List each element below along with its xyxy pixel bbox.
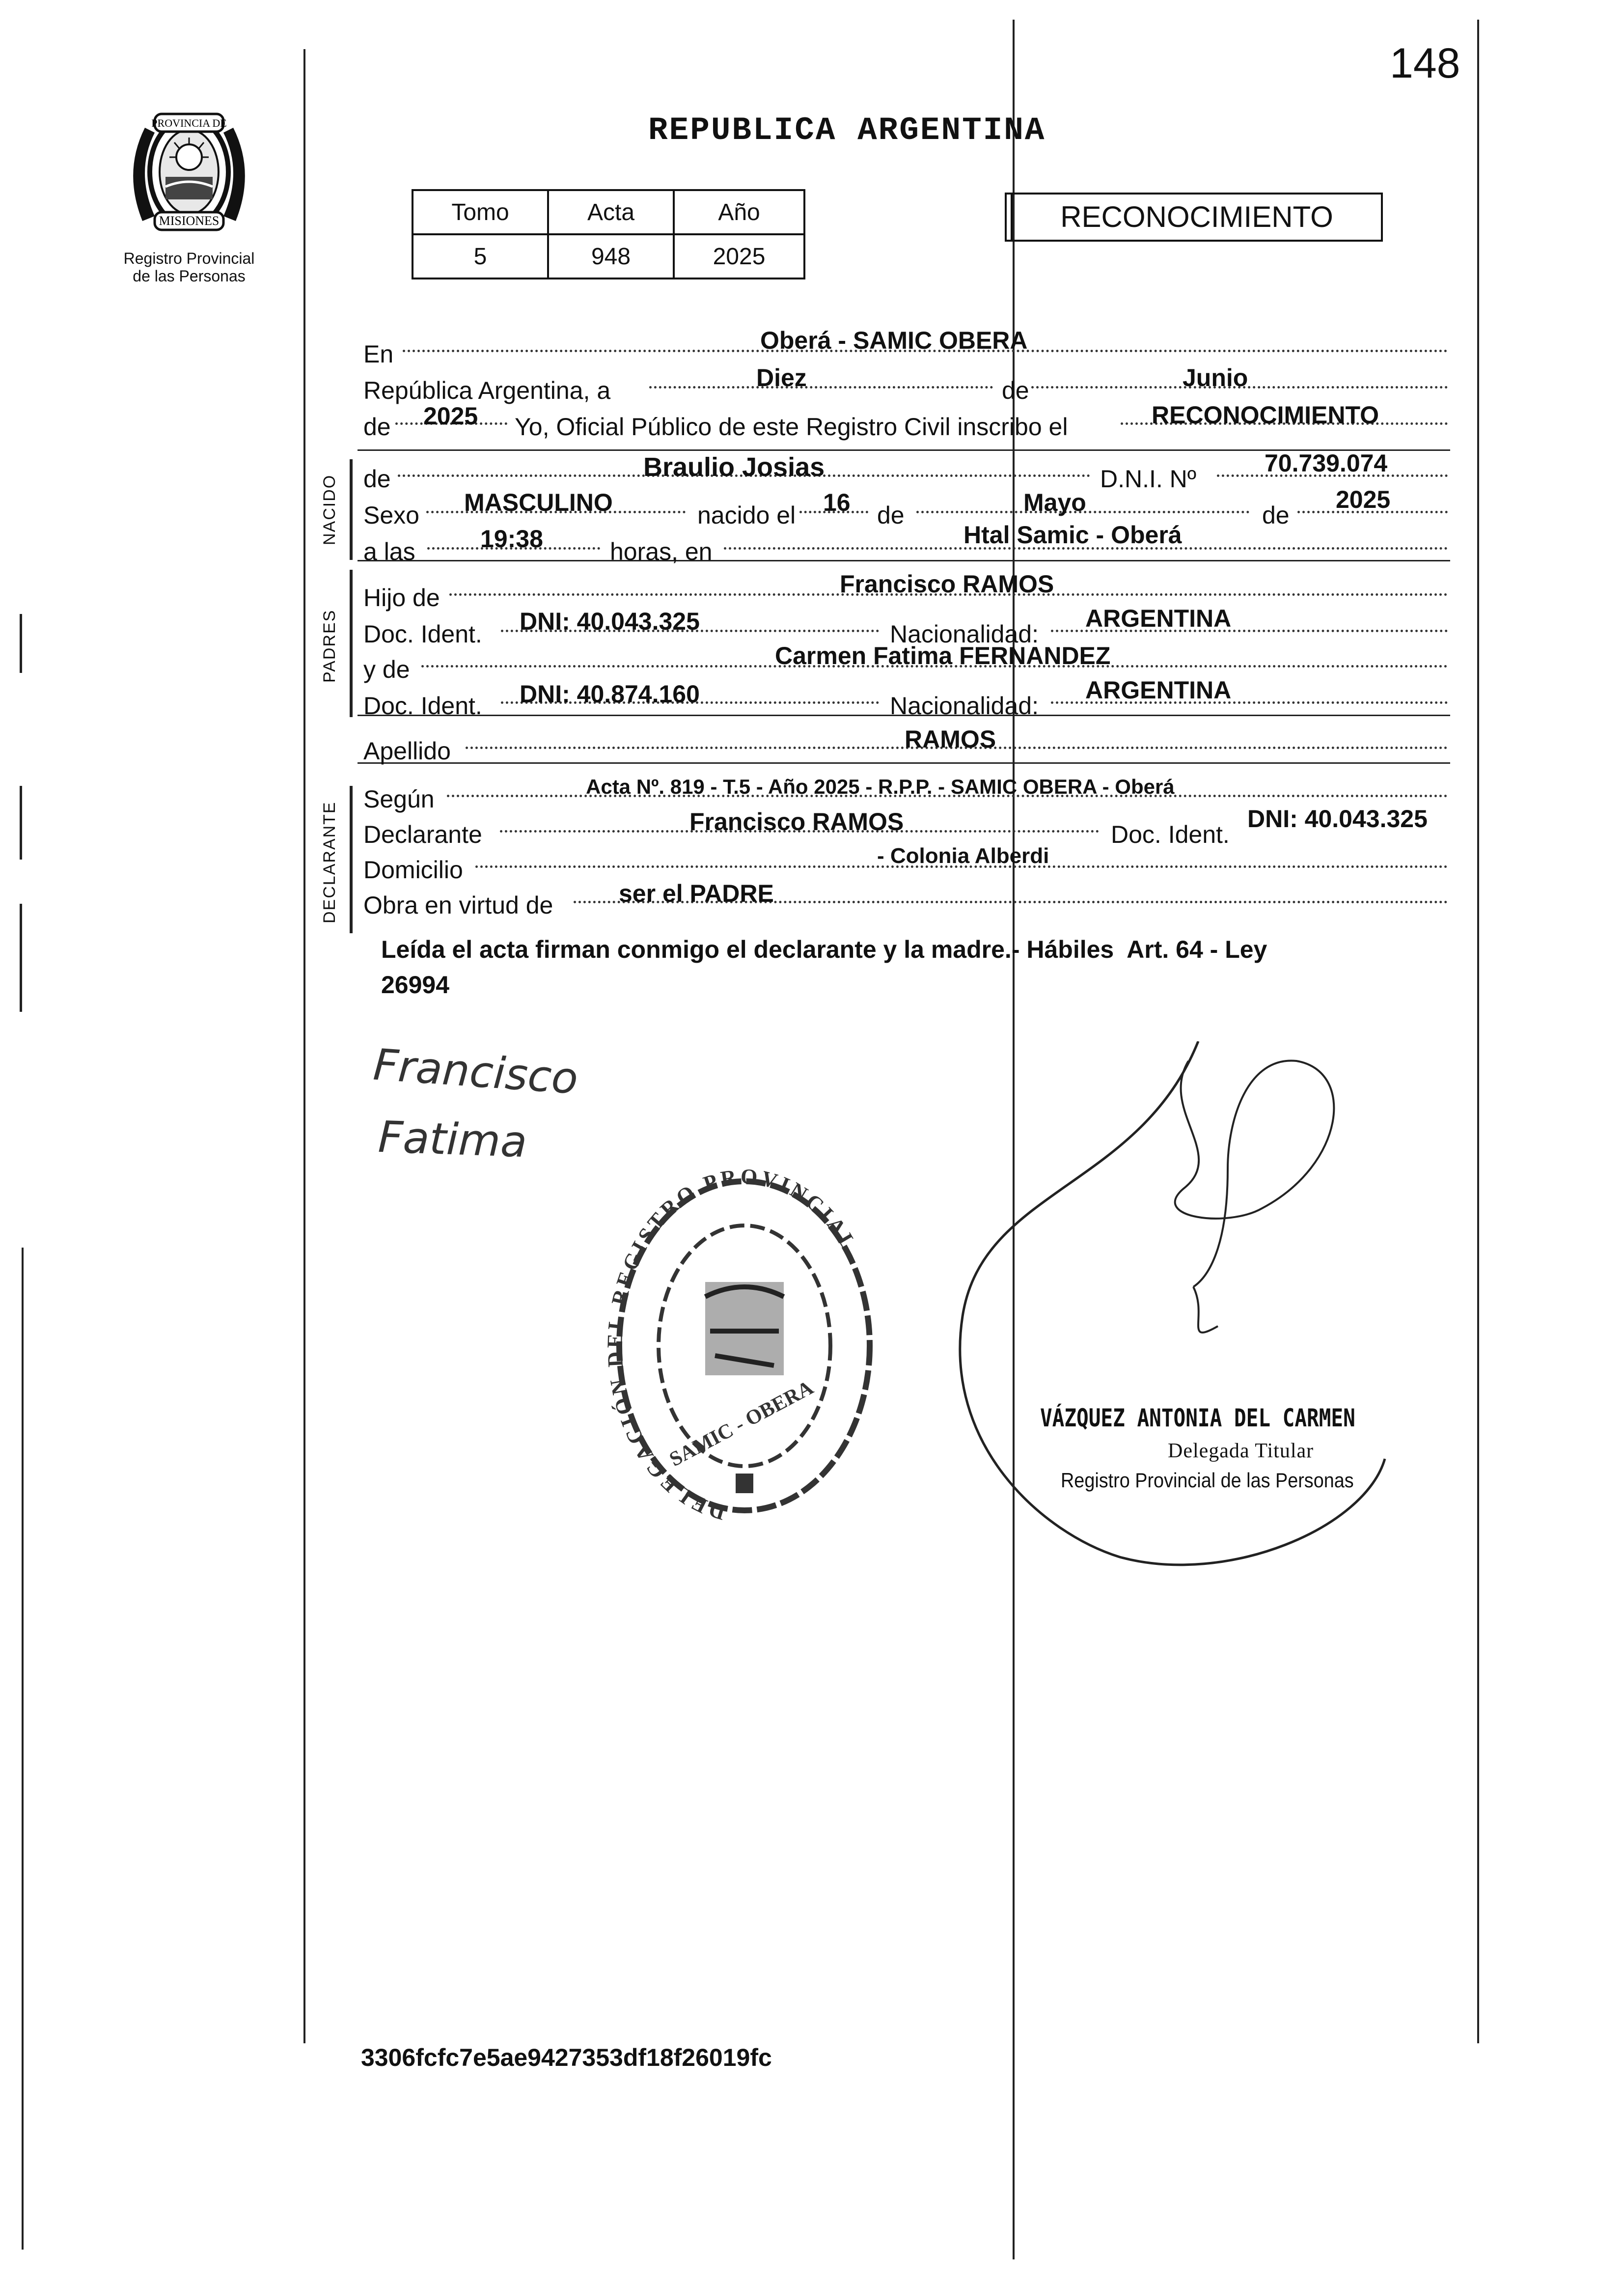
record-table: [412, 189, 805, 279]
logo-top-text: PROVINCIA DE: [151, 117, 227, 129]
declarante-section-label: DECLARANTE: [320, 801, 339, 923]
nacido-dia-value: 16: [823, 489, 851, 516]
page-number: 148: [1390, 40, 1460, 87]
oficial-text: Yo, Oficial Público de este Registro Civil inscribo el: [515, 413, 1068, 441]
logo-bottom-text: MISIONES: [159, 214, 220, 228]
declarante-label: Declarante: [363, 821, 482, 848]
nacido-section-label: NACIDO: [320, 474, 339, 545]
madre-doc-value: DNI: 40.874.160: [520, 680, 700, 708]
province-logo: [125, 103, 253, 241]
logo-caption-line1: Registro Provincial: [123, 250, 255, 267]
record-table-header: Acta: [548, 190, 674, 234]
left-margin-line: [303, 49, 305, 2043]
record-table-header: Año: [674, 190, 804, 234]
scan-mark: [20, 786, 22, 860]
y-de-label: y de: [363, 656, 410, 683]
stamp-seal-icon: [607, 1169, 882, 1523]
misiones-seal-icon: [125, 103, 253, 241]
sexo-value: MASCULINO: [464, 489, 613, 516]
dia-dots: [649, 386, 993, 389]
official-office: Registro Provincial de las Personas: [1061, 1469, 1354, 1492]
en-label: En: [363, 340, 394, 368]
record-table-header-row: [413, 190, 804, 234]
segun-value: Acta Nº. 819 - T.5 - Año 2025 - R.P.P. - SAMIC OBERA - Oberá: [586, 775, 1175, 798]
dia-value: Diez: [756, 364, 807, 391]
mes-value: Junio: [1183, 364, 1248, 391]
nacionalidad-label: Nacionalidad:: [890, 620, 1039, 648]
doc-ident-label: Doc. Ident.: [363, 620, 482, 648]
apellido-label: Apellido: [363, 737, 451, 765]
padres-bracket: [350, 570, 353, 717]
domicilio-value: - Colonia Alberdi: [877, 844, 1049, 868]
declarante-value: Francisco RAMOS: [689, 808, 904, 835]
madre-nac-value: ARGENTINA: [1085, 676, 1232, 704]
de-label: de: [877, 501, 905, 529]
de-label: de: [363, 465, 391, 493]
record-table-header: Tomo: [413, 190, 548, 234]
separator-line: [358, 560, 1450, 561]
nacionalidad-label: Nacionalidad:: [890, 692, 1039, 720]
official-role: Delegada Titular: [1168, 1440, 1314, 1462]
record-table-cell: 5: [413, 234, 548, 278]
far-left-mark: [22, 1248, 24, 2250]
segun-label: Según: [363, 785, 435, 813]
dni-value: 70.739.074: [1265, 449, 1388, 477]
a-las-label: a las: [363, 538, 415, 565]
logo-caption: [96, 250, 282, 285]
closing-line-2: 26994: [381, 971, 450, 999]
nacido-bracket: [350, 459, 353, 560]
declarante-doc-value: DNI: 40.043.325: [1247, 805, 1428, 833]
declarante-bracket: [350, 786, 353, 933]
document-title: REPUBLICA ARGENTINA: [648, 112, 1046, 149]
official-signature: [953, 1041, 1395, 1572]
padre-nac-value: ARGENTINA: [1085, 605, 1232, 632]
stamp-center-text: SAMIC - OBERA: [665, 1376, 817, 1471]
madre-value: Carmen Fatima FERNANDEZ: [775, 642, 1111, 669]
padre-value: Francisco RAMOS: [840, 570, 1054, 598]
de-label: de: [363, 413, 391, 441]
obra-value: ser el PADRE: [619, 880, 774, 907]
padre-doc-value: DNI: 40.043.325: [520, 608, 700, 635]
republica-label: República Argentina, a: [363, 377, 611, 404]
record-table-cell: 2025: [674, 234, 804, 278]
scan-mark: [20, 614, 22, 673]
stamp-ring-text: DELEGACIÓN REGISTRO PROVINCIAL: [607, 1169, 863, 1523]
registry-stamp: [607, 1169, 882, 1523]
mother-signature: Fatima: [377, 1111, 528, 1168]
hora-value: 19:38: [480, 525, 543, 553]
hijo-label: Hijo de: [363, 584, 440, 612]
separator-line: [358, 762, 1450, 764]
lugar-value: Htal Samic - Oberá: [963, 521, 1182, 549]
domicilio-label: Domicilio: [363, 856, 463, 884]
declarante-doc-label: Doc. Ident.: [1111, 821, 1230, 848]
nacido-anio-value: 2025: [1336, 486, 1391, 513]
scan-mark: [20, 904, 22, 1012]
document-hash: 3306fcfc7e5ae9427353df18f26019fc: [361, 2044, 772, 2071]
record-table-cell: 948: [548, 234, 674, 278]
logo-caption-line2: de las Personas: [133, 267, 246, 285]
obra-label: Obra en virtud de: [363, 891, 553, 919]
doc-ident-label: Doc. Ident.: [363, 692, 482, 720]
dni-label: D.N.I. Nº: [1100, 465, 1197, 493]
signature-scribble-icon: [953, 1041, 1395, 1572]
de-label: de: [1262, 501, 1290, 529]
nacido-label: nacido el: [697, 501, 796, 529]
right-margin-line: [1477, 20, 1479, 2043]
anio-value: 2025: [423, 402, 478, 430]
document-type-box: [1005, 193, 1383, 242]
declarant-signature: Francisco: [371, 1039, 580, 1104]
document-type: RECONOCIMIENTO: [1060, 200, 1333, 233]
padres-section-label: PADRES: [320, 609, 339, 683]
official-name: VÁZQUEZ ANTONIA DEL CARMEN: [1040, 1404, 1355, 1432]
en-value: Oberá - SAMIC OBERA: [760, 327, 1028, 354]
inscribo-value: RECONOCIMIENTO: [1152, 401, 1379, 429]
nacido-mes-value: Mayo: [1023, 489, 1086, 516]
sexo-label: Sexo: [363, 501, 419, 529]
nombre-value: Braulio Josias: [643, 452, 825, 482]
apellido-value: RAMOS: [905, 725, 996, 753]
de-label: de: [1002, 377, 1029, 404]
closing-line-1: Leída el acta firman conmigo el declarante y la madre.- Hábiles Art. 64 - Ley: [381, 936, 1267, 963]
record-table-value-row: [413, 234, 804, 278]
horas-en-label: horas, en: [610, 538, 713, 565]
